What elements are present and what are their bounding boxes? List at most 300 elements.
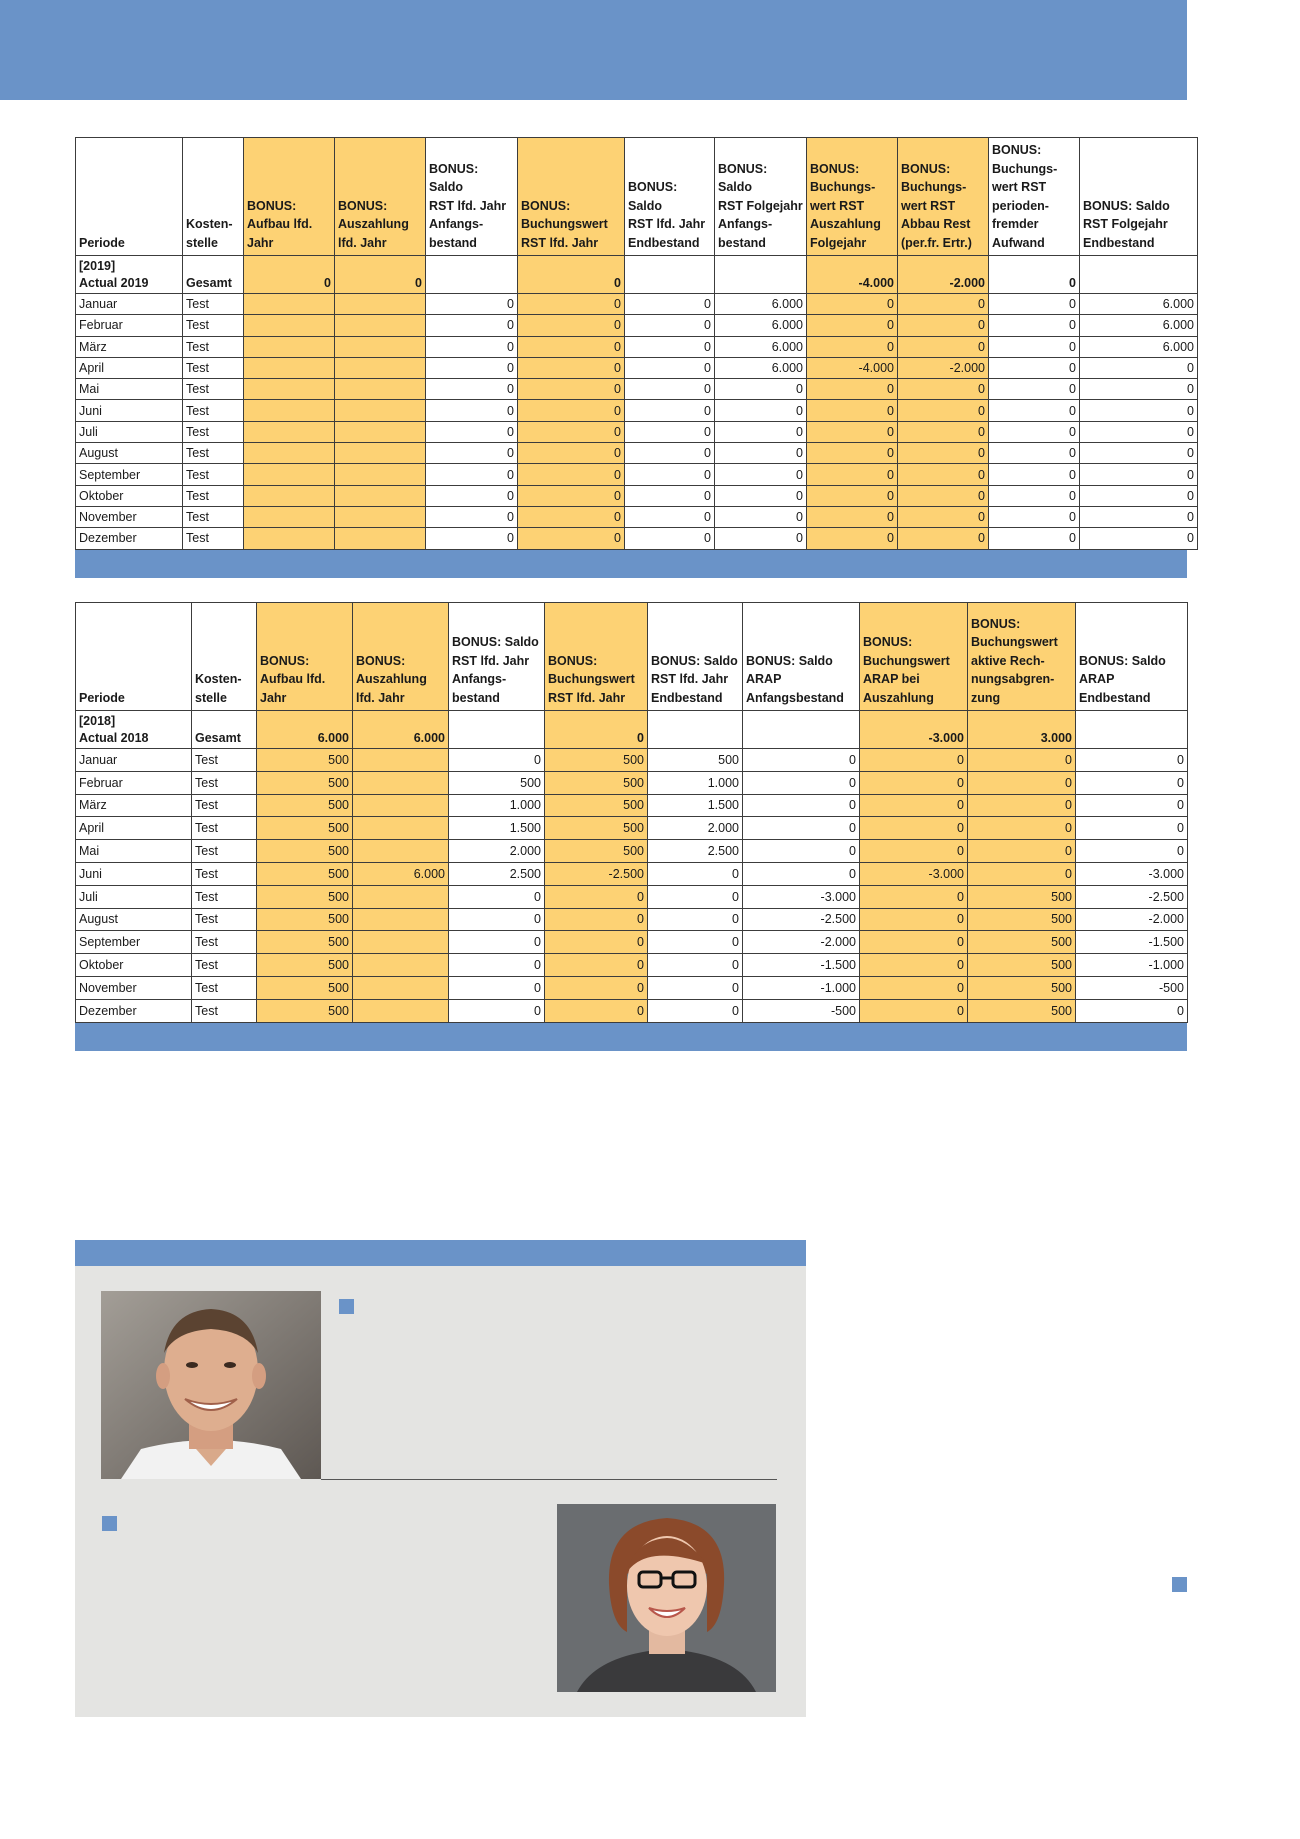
table-row [76,999,1188,1022]
table-cell: 6.000 [1080,315,1198,336]
table-2018-footer-band [75,1023,1187,1051]
summary-cell [426,256,518,294]
table-cell: 0 [968,771,1076,794]
table-cell: 0 [625,336,715,357]
bonus-table-2019 [75,137,1198,550]
author-photo-man [101,1291,321,1479]
table-cell: Test [192,771,257,794]
table-cell: 0 [426,464,518,485]
table-cell: 500 [968,931,1076,954]
table-cell [353,885,449,908]
table-cell: 0 [1080,400,1198,421]
table-cell: -3.000 [1076,862,1188,885]
summary-cell: 3.000 [968,711,1076,749]
table-cell [353,931,449,954]
table-cell: 0 [545,999,648,1022]
table-cell [244,421,335,442]
table-cell: 0 [625,379,715,400]
table-cell: 0 [807,379,898,400]
table-cell: 0 [518,294,625,315]
table-cell: 0 [625,315,715,336]
table-cell [244,464,335,485]
table-cell: -1.000 [1076,954,1188,977]
contact-section-band [75,1240,806,1266]
table-row [76,817,1188,840]
table-cell: Mai [76,840,192,863]
table-cell: Januar [76,749,192,772]
table-cell: 500 [257,976,353,999]
table-cell: Test [183,400,244,421]
table-cell: 0 [648,862,743,885]
table-cell: 0 [715,421,807,442]
table-cell: April [76,817,192,840]
table-cell: September [76,464,183,485]
table-cell: 0 [807,315,898,336]
table-cell: 0 [989,315,1080,336]
column-header: BONUS: Buchungswert ARAP bei Auszahlung [860,603,968,711]
table-cell: 0 [968,840,1076,863]
table-cell: 0 [989,443,1080,464]
table-cell: 0 [426,528,518,549]
summary-cell: [2019] Actual 2019 [76,256,183,294]
summary-cell: Gesamt [192,711,257,749]
table-cell: 0 [968,794,1076,817]
table-cell: 0 [648,908,743,931]
table-cell: 0 [518,400,625,421]
table-cell: -2.000 [898,357,989,378]
table-cell: 0 [898,336,989,357]
table-cell: 0 [426,336,518,357]
table-cell: 0 [426,506,518,527]
column-header: BONUS: Saldo RST Folgejahr Anfangs- bestand [715,138,807,256]
table-row [76,443,1198,464]
table-cell [353,840,449,863]
table-cell: 0 [518,506,625,527]
bullet-square-icon [339,1299,354,1314]
table-cell: Mai [76,379,183,400]
table-cell [353,771,449,794]
divider-line [321,1479,777,1480]
column-header: BONUS: Saldo RST lfd. Jahr Anfangs- bestand [449,603,545,711]
table-cell: 0 [715,485,807,506]
table-cell: 0 [648,999,743,1022]
table-row [76,506,1198,527]
summary-cell [1080,256,1198,294]
table-cell [335,400,426,421]
table-cell [335,485,426,506]
table-cell: 0 [807,506,898,527]
column-header: BONUS: Saldo RST Folgejahr Endbestand [1080,138,1198,256]
summary-cell: 0 [244,256,335,294]
table-cell [353,976,449,999]
table-cell: 500 [257,931,353,954]
table-row [76,336,1198,357]
summary-cell: -4.000 [807,256,898,294]
table-cell: 0 [1080,485,1198,506]
table-cell: -1.500 [743,954,860,977]
table-cell: April [76,357,183,378]
bullet-square-icon [1172,1577,1187,1592]
table-cell: 0 [449,749,545,772]
table-cell: Test [192,999,257,1022]
table-cell: 500 [968,954,1076,977]
column-header: BONUS: Auszahlung lfd. Jahr [353,603,449,711]
table-cell: -2.000 [1076,908,1188,931]
table-cell: 0 [625,421,715,442]
table-cell: 0 [518,528,625,549]
table-cell: Oktober [76,485,183,506]
table-cell: 0 [860,817,968,840]
table-cell: 0 [1080,357,1198,378]
table-cell: 0 [898,400,989,421]
table-cell: 0 [545,931,648,954]
table-cell: 0 [1080,528,1198,549]
table-cell: August [76,443,183,464]
table-cell: 0 [1076,771,1188,794]
table-cell: 0 [989,485,1080,506]
table-cell: 0 [518,379,625,400]
table-cell: 0 [807,528,898,549]
table-cell: 500 [648,749,743,772]
table-cell [335,528,426,549]
summary-cell [648,711,743,749]
table-cell: 0 [860,931,968,954]
summary-cell: 0 [989,256,1080,294]
table-cell: 0 [426,443,518,464]
table-cell: 0 [545,908,648,931]
portrait-woman-image [557,1504,776,1692]
table-cell: 2.000 [449,840,545,863]
table-cell: 6.000 [1080,336,1198,357]
table-cell: -2.500 [545,862,648,885]
table-cell: -3.000 [860,862,968,885]
table-cell: 0 [898,506,989,527]
table-cell: 0 [625,400,715,421]
table-cell: 0 [545,885,648,908]
table-2018-section [75,602,1187,1051]
table-cell: Test [192,885,257,908]
table-cell: Test [183,336,244,357]
author-photo-woman [557,1504,776,1692]
table-cell: 500 [257,885,353,908]
column-header: Periode [76,138,183,256]
table-cell: 0 [715,528,807,549]
table-cell: 0 [968,862,1076,885]
table-cell: 500 [257,840,353,863]
table-cell: 0 [898,464,989,485]
table-cell: 500 [257,817,353,840]
summary-cell: 0 [335,256,426,294]
table-cell: 0 [715,506,807,527]
table-cell: 6.000 [353,862,449,885]
table-cell: 0 [860,885,968,908]
table-cell: Test [192,794,257,817]
table-row [76,400,1198,421]
table-cell: 0 [860,771,968,794]
table-cell: 0 [1080,464,1198,485]
table-cell: Test [183,443,244,464]
table-cell: 0 [449,999,545,1022]
table-cell: 0 [743,840,860,863]
table-cell: 1.500 [449,817,545,840]
table-cell [353,794,449,817]
column-header: BONUS: Buchungs- wert RST Abbau Rest (per.fr. Ertr.) [898,138,989,256]
table-cell [244,379,335,400]
table-cell: Juni [76,862,192,885]
column-header: BONUS: Buchungswert RST lfd. Jahr [545,603,648,711]
table-cell [335,315,426,336]
table-cell: 0 [989,506,1080,527]
table-cell: -3.000 [743,885,860,908]
column-header: BONUS: Buchungswert aktive Rech- nungsabgren- zung [968,603,1076,711]
table-cell: -1.000 [743,976,860,999]
table-row [76,379,1198,400]
table-cell: 500 [545,840,648,863]
table-cell: Test [192,749,257,772]
table-cell: Dezember [76,528,183,549]
table-row [76,528,1198,549]
table-cell [335,421,426,442]
table-cell: 500 [257,749,353,772]
table-cell: -2.500 [1076,885,1188,908]
table-cell: 0 [426,357,518,378]
table-cell: 500 [257,862,353,885]
table-cell: 0 [1080,443,1198,464]
table-cell: 500 [257,771,353,794]
table-cell: 0 [860,794,968,817]
portrait-man-image [101,1291,321,1479]
table-cell: Juli [76,421,183,442]
column-header: Kosten- stelle [183,138,244,256]
table-cell [244,443,335,464]
table-cell: Test [192,840,257,863]
table-row [76,840,1188,863]
table-cell: 0 [860,999,968,1022]
table-cell: 500 [968,999,1076,1022]
table-cell: 0 [898,315,989,336]
table-cell [353,999,449,1022]
table-cell: 0 [1076,999,1188,1022]
table-cell: 500 [968,908,1076,931]
table-cell [335,506,426,527]
table-cell: 0 [625,464,715,485]
table-cell: 1.000 [449,794,545,817]
table-cell: 500 [257,999,353,1022]
table-cell [335,379,426,400]
table-cell: 500 [545,749,648,772]
table-cell: 0 [1076,817,1188,840]
table-cell: 500 [545,794,648,817]
table-cell: Oktober [76,954,192,977]
summary-cell: 6.000 [353,711,449,749]
table-cell: 0 [743,817,860,840]
table-cell: Test [192,931,257,954]
table-cell: 0 [860,908,968,931]
table-cell: 0 [743,771,860,794]
table-cell: 0 [449,908,545,931]
table-cell: 0 [807,464,898,485]
table-cell: Test [183,357,244,378]
table-row [76,749,1188,772]
table-cell: 0 [898,528,989,549]
table-2019-footer-band [75,550,1187,578]
table-cell [244,528,335,549]
table-cell: 0 [743,862,860,885]
table-cell: 500 [257,954,353,977]
table-cell [244,400,335,421]
summary-cell: 6.000 [257,711,353,749]
table-cell: Juni [76,400,183,421]
table-cell: 0 [1076,794,1188,817]
table-cell: 6.000 [1080,294,1198,315]
table-row [76,421,1198,442]
table-cell: 0 [860,749,968,772]
table-row [76,931,1188,954]
table-cell: 0 [715,464,807,485]
table-cell: Test [183,528,244,549]
summary-cell: -2.000 [898,256,989,294]
table-cell: 0 [1076,749,1188,772]
table-cell: 0 [898,294,989,315]
table-row [76,357,1198,378]
table-cell: 0 [1076,840,1188,863]
table-cell: 0 [518,421,625,442]
table-cell: 0 [518,336,625,357]
table-cell: 0 [989,528,1080,549]
table-cell: 0 [989,336,1080,357]
table-cell: 0 [625,294,715,315]
table-row [76,464,1198,485]
table-cell: 0 [989,464,1080,485]
column-header: Periode [76,603,192,711]
table-cell: 0 [743,794,860,817]
table-cell [244,485,335,506]
table-cell: 0 [898,485,989,506]
table-cell: Juli [76,885,192,908]
table-cell: Test [192,817,257,840]
summary-cell: 0 [545,711,648,749]
table-cell: 0 [989,379,1080,400]
table-cell: 0 [1080,506,1198,527]
table-cell: 0 [860,976,968,999]
table-cell: 0 [807,336,898,357]
summary-cell: [2018] Actual 2018 [76,711,192,749]
table-cell: -4.000 [807,357,898,378]
table-cell [335,443,426,464]
table-cell: 0 [426,315,518,336]
column-header: BONUS: Saldo ARAP Anfangsbestand [743,603,860,711]
summary-cell: 0 [518,256,625,294]
table-cell [244,506,335,527]
bullet-square-icon [102,1516,117,1531]
table-row [76,771,1188,794]
summary-cell: Gesamt [183,256,244,294]
table-cell: 2.500 [449,862,545,885]
table-cell [353,749,449,772]
table-cell: August [76,908,192,931]
table-cell [244,294,335,315]
table-cell: November [76,506,183,527]
table-row [76,794,1188,817]
summary-cell: -3.000 [860,711,968,749]
table-cell: 6.000 [715,357,807,378]
table-cell [353,817,449,840]
table-cell: September [76,931,192,954]
table-cell: Test [192,908,257,931]
table-cell: 0 [648,976,743,999]
column-header: BONUS: Aufbau lfd. Jahr [244,138,335,256]
table-cell: 0 [648,931,743,954]
table-cell: 6.000 [715,294,807,315]
table-cell: 0 [625,506,715,527]
table-cell [335,357,426,378]
table-cell: Test [183,379,244,400]
table-cell: Dezember [76,999,192,1022]
column-header: BONUS: Buchungs- wert RST Auszahlung Folgejahr [807,138,898,256]
table-cell: 0 [625,485,715,506]
table-cell: 0 [545,954,648,977]
table-cell [335,294,426,315]
table-cell: 0 [449,976,545,999]
table-cell: 500 [968,885,1076,908]
table-cell: 0 [898,443,989,464]
table-cell: Test [183,506,244,527]
table-cell: 500 [545,817,648,840]
table-row [76,862,1188,885]
table-cell: 0 [968,817,1076,840]
column-header: BONUS: Saldo RST lfd. Jahr Endbestand [625,138,715,256]
table-cell: 0 [989,357,1080,378]
table-cell [244,315,335,336]
table-cell [244,357,335,378]
table-cell [335,464,426,485]
table-cell: 2.000 [648,817,743,840]
column-header: BONUS: Buchungs- wert RST perioden- fremder Aufwand [989,138,1080,256]
table-cell: 0 [426,485,518,506]
summary-cell [625,256,715,294]
table-cell: 0 [807,443,898,464]
table-cell: Test [192,954,257,977]
summary-cell [449,711,545,749]
table-cell: 1.000 [648,771,743,794]
table-cell [244,336,335,357]
table-2019-section [75,137,1194,578]
table-cell: 500 [968,976,1076,999]
table-cell: 0 [426,400,518,421]
table-cell: Test [183,421,244,442]
table-cell: Test [183,464,244,485]
table-cell: 0 [449,931,545,954]
table-cell: Test [183,294,244,315]
table-cell: 500 [545,771,648,794]
table-cell: Test [192,976,257,999]
summary-cell [715,256,807,294]
table-cell: Test [183,485,244,506]
table-cell: -500 [743,999,860,1022]
summary-row [76,256,1198,294]
table-cell: -500 [1076,976,1188,999]
table-cell: -1.500 [1076,931,1188,954]
table-row [76,885,1188,908]
table-cell: 0 [807,421,898,442]
table-row [76,315,1198,336]
table-cell [335,336,426,357]
table-cell: 0 [968,749,1076,772]
summary-row [76,711,1188,749]
bonus-table-2018 [75,602,1188,1023]
table-cell: -2.500 [743,908,860,931]
table-cell: Test [183,315,244,336]
